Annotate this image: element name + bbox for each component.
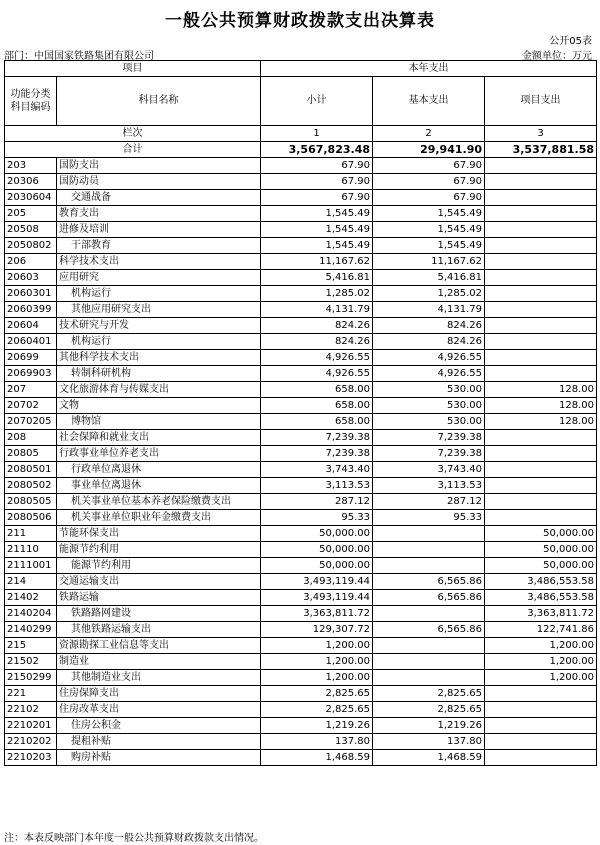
row-project: 128.00	[485, 382, 597, 398]
row-subject-name: 购房补贴	[57, 750, 261, 766]
row-code: 2140299	[5, 622, 57, 638]
header-row-2	[5, 77, 597, 126]
row-subject-name: 交通运输支出	[57, 574, 261, 590]
row-subtotal: 1,545.49	[261, 206, 373, 222]
row-code: 2210203	[5, 750, 57, 766]
table-row	[5, 206, 597, 222]
table-row	[5, 190, 597, 206]
row-project	[485, 510, 597, 526]
row-basic	[373, 558, 485, 574]
row-code: 2030604	[5, 190, 57, 206]
row-project	[485, 430, 597, 446]
row-basic: 530.00	[373, 398, 485, 414]
row-project	[485, 238, 597, 254]
table-row	[5, 654, 597, 670]
row-subtotal: 3,363,811.72	[261, 606, 373, 622]
row-code: 2210201	[5, 718, 57, 734]
row-subtotal: 1,545.49	[261, 222, 373, 238]
row-code: 206	[5, 254, 57, 270]
row-code: 207	[5, 382, 57, 398]
table-row	[5, 478, 597, 494]
row-project	[485, 750, 597, 766]
row-subtotal: 2,825.65	[261, 702, 373, 718]
row-subtotal: 129,307.72	[261, 622, 373, 638]
row-basic	[373, 606, 485, 622]
row-subtotal: 50,000.00	[261, 542, 373, 558]
row-code: 2060401	[5, 334, 57, 350]
row-project	[485, 350, 597, 366]
row-basic	[373, 526, 485, 542]
amount-unit-label: 金额单位：万元	[522, 51, 592, 62]
row-subject-name: 节能环保支出	[57, 526, 261, 542]
row-project	[485, 686, 597, 702]
row-basic: 824.26	[373, 334, 485, 350]
total-row	[5, 142, 597, 158]
row-subtotal: 5,416.81	[261, 270, 373, 286]
row-basic: 287.12	[373, 494, 485, 510]
row-subtotal: 95.33	[261, 510, 373, 526]
row-code: 2070205	[5, 414, 57, 430]
row-subject-name: 社会保障和就业支出	[57, 430, 261, 446]
row-basic: 6,565.86	[373, 622, 485, 638]
row-basic: 67.90	[373, 174, 485, 190]
row-subtotal: 3,493,119.44	[261, 590, 373, 606]
row-subject-name: 机构运行	[57, 286, 261, 302]
row-subject-name: 应用研究	[57, 270, 261, 286]
column-number-label: 栏次	[5, 126, 261, 142]
table-row	[5, 622, 597, 638]
table-row	[5, 446, 597, 462]
row-subject-name: 技术研究与开发	[57, 318, 261, 334]
row-subject-name: 机关事业单位职业年金缴费支出	[57, 510, 261, 526]
row-subject-name: 国防动员	[57, 174, 261, 190]
header-subject-name: 科目名称	[57, 77, 261, 126]
row-subtotal: 658.00	[261, 382, 373, 398]
header-subtotal: 小计	[261, 77, 373, 126]
row-project: 1,200.00	[485, 670, 597, 686]
row-subject-name: 制造业	[57, 654, 261, 670]
table-row	[5, 334, 597, 350]
row-subtotal: 824.26	[261, 318, 373, 334]
row-subject-name: 铁路路网建设	[57, 606, 261, 622]
row-subject-name: 其他制造业支出	[57, 670, 261, 686]
row-project	[485, 718, 597, 734]
row-subtotal: 67.90	[261, 174, 373, 190]
row-basic: 1,285.02	[373, 286, 485, 302]
row-subject-name: 行政事业单位养老支出	[57, 446, 261, 462]
row-basic: 2,825.65	[373, 702, 485, 718]
row-code: 2140204	[5, 606, 57, 622]
row-subtotal: 3,493,119.44	[261, 574, 373, 590]
row-project	[485, 222, 597, 238]
column-number-2: 2	[373, 126, 485, 142]
row-basic: 4,131.79	[373, 302, 485, 318]
header-item: 项目	[5, 61, 261, 77]
row-code: 211	[5, 526, 57, 542]
row-basic: 7,239.38	[373, 430, 485, 446]
row-subtotal: 1,468.59	[261, 750, 373, 766]
row-project	[485, 494, 597, 510]
header-current-year: 本年支出	[261, 61, 597, 77]
row-basic: 6,565.86	[373, 590, 485, 606]
table-row	[5, 174, 597, 190]
row-project: 3,486,553.58	[485, 590, 597, 606]
row-subject-name: 住房公积金	[57, 718, 261, 734]
column-number-3: 3	[485, 126, 597, 142]
row-project	[485, 254, 597, 270]
row-basic	[373, 542, 485, 558]
row-code: 2080506	[5, 510, 57, 526]
table-row	[5, 542, 597, 558]
row-code: 2080502	[5, 478, 57, 494]
header-func-code: 功能分类科目编码	[5, 77, 57, 126]
row-subject-name: 其他铁路运输支出	[57, 622, 261, 638]
row-basic: 1,545.49	[373, 206, 485, 222]
row-basic: 5,416.81	[373, 270, 485, 286]
row-subject-name: 科学技术支出	[57, 254, 261, 270]
total-label: 合计	[5, 142, 261, 158]
table-row	[5, 590, 597, 606]
row-project	[485, 318, 597, 334]
table-row	[5, 238, 597, 254]
row-subtotal: 50,000.00	[261, 526, 373, 542]
row-subject-name: 能源节约利用	[57, 558, 261, 574]
row-subtotal: 67.90	[261, 158, 373, 174]
row-project	[485, 174, 597, 190]
row-subject-name: 进修及培训	[57, 222, 261, 238]
total-subtotal: 3,567,823.48	[261, 142, 373, 158]
row-code: 20604	[5, 318, 57, 334]
row-subtotal: 658.00	[261, 398, 373, 414]
row-basic: 824.26	[373, 318, 485, 334]
row-subject-name: 其他科学技术支出	[57, 350, 261, 366]
table-row	[5, 302, 597, 318]
table-row	[5, 526, 597, 542]
form-number: 公开05表	[549, 36, 592, 47]
row-subtotal: 1,545.49	[261, 238, 373, 254]
row-basic	[373, 638, 485, 654]
table-row	[5, 750, 597, 766]
row-subtotal: 4,131.79	[261, 302, 373, 318]
table-row	[5, 414, 597, 430]
row-subject-name: 机构运行	[57, 334, 261, 350]
row-basic: 530.00	[373, 414, 485, 430]
row-code: 221	[5, 686, 57, 702]
row-code: 20805	[5, 446, 57, 462]
row-subject-name: 住房改革支出	[57, 702, 261, 718]
table-row	[5, 462, 597, 478]
row-project	[485, 366, 597, 382]
row-subject-name: 交通战备	[57, 190, 261, 206]
table-row	[5, 574, 597, 590]
table-row	[5, 158, 597, 174]
department-label: 部门：中国国家铁路集团有限公司	[4, 51, 154, 62]
table-row	[5, 430, 597, 446]
row-subtotal: 1,200.00	[261, 638, 373, 654]
row-subject-name: 转制科研机构	[57, 366, 261, 382]
row-code: 2210202	[5, 734, 57, 750]
row-project: 50,000.00	[485, 558, 597, 574]
row-subject-name: 行政单位离退休	[57, 462, 261, 478]
table-row	[5, 382, 597, 398]
table-row	[5, 718, 597, 734]
row-basic	[373, 654, 485, 670]
row-code: 21110	[5, 542, 57, 558]
row-subject-name: 机关事业单位基本养老保险缴费支出	[57, 494, 261, 510]
total-basic: 29,941.90	[373, 142, 485, 158]
column-number-row	[5, 126, 597, 142]
row-subject-name: 教育支出	[57, 206, 261, 222]
table-row	[5, 398, 597, 414]
row-basic: 1,468.59	[373, 750, 485, 766]
column-number-1: 1	[261, 126, 373, 142]
table-row	[5, 286, 597, 302]
row-project	[485, 286, 597, 302]
row-subject-name: 文物	[57, 398, 261, 414]
row-code: 20306	[5, 174, 57, 190]
row-subject-name: 提租补贴	[57, 734, 261, 750]
row-code: 20508	[5, 222, 57, 238]
table-row	[5, 350, 597, 366]
row-project: 1,200.00	[485, 638, 597, 654]
row-project	[485, 206, 597, 222]
row-subtotal: 1,285.02	[261, 286, 373, 302]
row-basic: 11,167.62	[373, 254, 485, 270]
row-code: 2069903	[5, 366, 57, 382]
row-project: 3,486,553.58	[485, 574, 597, 590]
row-project	[485, 302, 597, 318]
table-row	[5, 686, 597, 702]
row-basic: 1,545.49	[373, 238, 485, 254]
row-project: 50,000.00	[485, 526, 597, 542]
row-project: 128.00	[485, 398, 597, 414]
row-subtotal: 658.00	[261, 414, 373, 430]
table-row	[5, 670, 597, 686]
row-basic: 1,219.26	[373, 718, 485, 734]
row-code: 20603	[5, 270, 57, 286]
row-project	[485, 478, 597, 494]
row-project	[485, 270, 597, 286]
row-subject-name: 文化旅游体育与传媒支出	[57, 382, 261, 398]
row-subtotal: 3,743.40	[261, 462, 373, 478]
row-project	[485, 158, 597, 174]
row-project	[485, 190, 597, 206]
row-code: 2080501	[5, 462, 57, 478]
row-project	[485, 734, 597, 750]
row-subject-name: 干部教育	[57, 238, 261, 254]
footnote: 注：本表反映部门本年度一般公共预算财政拨款支出情况。	[4, 833, 264, 844]
row-subject-name: 博物馆	[57, 414, 261, 430]
row-subject-name: 资源勘探工业信息等支出	[57, 638, 261, 654]
row-project	[485, 462, 597, 478]
row-basic: 1,545.49	[373, 222, 485, 238]
row-subtotal: 824.26	[261, 334, 373, 350]
row-code: 22102	[5, 702, 57, 718]
row-project: 3,363,811.72	[485, 606, 597, 622]
row-subject-name: 国防支出	[57, 158, 261, 174]
row-code: 20702	[5, 398, 57, 414]
row-code: 208	[5, 430, 57, 446]
row-code: 21502	[5, 654, 57, 670]
expenditure-table	[4, 60, 597, 766]
row-basic: 4,926.55	[373, 350, 485, 366]
row-code: 2150299	[5, 670, 57, 686]
row-basic: 7,239.38	[373, 446, 485, 462]
row-project: 128.00	[485, 414, 597, 430]
row-project: 122,741.86	[485, 622, 597, 638]
row-project	[485, 702, 597, 718]
row-code: 203	[5, 158, 57, 174]
table-row	[5, 702, 597, 718]
row-code: 2050802	[5, 238, 57, 254]
row-subtotal: 137.80	[261, 734, 373, 750]
row-subtotal: 1,219.26	[261, 718, 373, 734]
total-project: 3,537,881.58	[485, 142, 597, 158]
row-subtotal: 11,167.62	[261, 254, 373, 270]
row-project: 1,200.00	[485, 654, 597, 670]
row-project: 50,000.00	[485, 542, 597, 558]
table-row	[5, 606, 597, 622]
row-basic: 95.33	[373, 510, 485, 526]
row-subtotal: 50,000.00	[261, 558, 373, 574]
table-row	[5, 638, 597, 654]
row-basic: 2,825.65	[373, 686, 485, 702]
row-subtotal: 7,239.38	[261, 430, 373, 446]
table-row	[5, 494, 597, 510]
row-subtotal: 4,926.55	[261, 366, 373, 382]
row-subtotal: 4,926.55	[261, 350, 373, 366]
table-row	[5, 318, 597, 334]
row-code: 2060399	[5, 302, 57, 318]
row-basic: 4,926.55	[373, 366, 485, 382]
table-row	[5, 222, 597, 238]
row-subtotal: 3,113.53	[261, 478, 373, 494]
row-subtotal: 7,239.38	[261, 446, 373, 462]
row-basic: 6,565.86	[373, 574, 485, 590]
row-subject-name: 其他应用研究支出	[57, 302, 261, 318]
table-row	[5, 558, 597, 574]
row-basic	[373, 670, 485, 686]
row-code: 2111001	[5, 558, 57, 574]
row-subtotal: 1,200.00	[261, 654, 373, 670]
row-subject-name: 事业单位离退休	[57, 478, 261, 494]
row-code: 214	[5, 574, 57, 590]
table-row	[5, 254, 597, 270]
row-subtotal: 2,825.65	[261, 686, 373, 702]
page-title: 一般公共预算财政拨款支出决算表	[165, 11, 435, 31]
row-basic: 530.00	[373, 382, 485, 398]
row-code: 205	[5, 206, 57, 222]
header-project: 项目支出	[485, 77, 597, 126]
row-code: 2060301	[5, 286, 57, 302]
row-basic: 67.90	[373, 190, 485, 206]
header-basic: 基本支出	[373, 77, 485, 126]
row-basic: 67.90	[373, 158, 485, 174]
row-basic: 3,113.53	[373, 478, 485, 494]
table-row	[5, 734, 597, 750]
header-row-1	[5, 61, 597, 77]
row-subtotal: 1,200.00	[261, 670, 373, 686]
row-subtotal: 67.90	[261, 190, 373, 206]
row-code: 21402	[5, 590, 57, 606]
row-code: 2080505	[5, 494, 57, 510]
row-code: 215	[5, 638, 57, 654]
row-subject-name: 住房保障支出	[57, 686, 261, 702]
row-project	[485, 446, 597, 462]
row-basic: 137.80	[373, 734, 485, 750]
row-subject-name: 铁路运输	[57, 590, 261, 606]
row-subject-name: 能源节约利用	[57, 542, 261, 558]
row-subtotal: 287.12	[261, 494, 373, 510]
row-code: 20699	[5, 350, 57, 366]
table-row	[5, 270, 597, 286]
table-row	[5, 366, 597, 382]
table-row	[5, 510, 597, 526]
row-project	[485, 334, 597, 350]
row-basic: 3,743.40	[373, 462, 485, 478]
